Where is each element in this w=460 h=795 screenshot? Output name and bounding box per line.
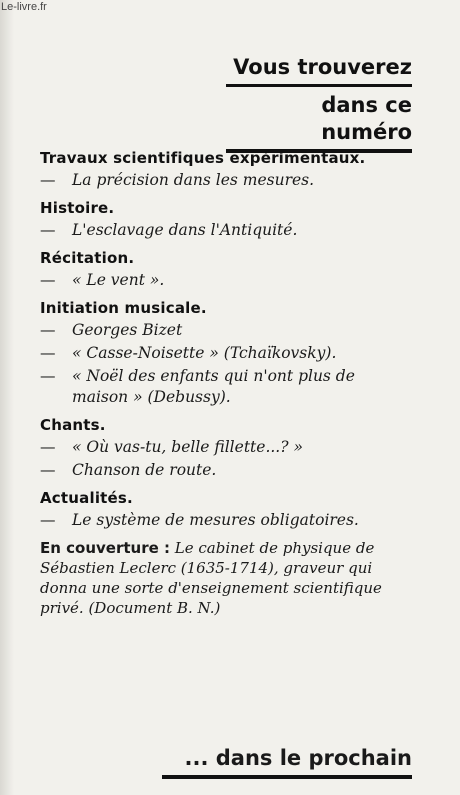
- section-travaux: [40, 148, 415, 191]
- cover-note: [40, 538, 415, 618]
- list-item: — « Le vent ».: [40, 271, 165, 289]
- header-line-1: Vous trouverez: [233, 55, 412, 79]
- section-initiation-musicale: [40, 298, 415, 408]
- section-heading: Actualités.: [40, 489, 133, 507]
- section-actualites: [40, 488, 415, 531]
- list-item: — La précision dans les mesures.: [40, 171, 315, 189]
- section-histoire: [40, 198, 415, 241]
- cover-text: Le cabinet de physique de Sébastien Leclerc (1635-1714), graveur qui donna une sorte d'enseignement scientifique privé. (Document B. N.): [40, 539, 382, 617]
- list-item: — « Noël des enfants qui n'ont plus de maison » (Debussy).: [40, 367, 355, 406]
- list-item: — Chanson de route.: [40, 461, 217, 479]
- page-edge-shadow: [0, 0, 14, 795]
- next-issue-title: ... dans le prochain: [184, 746, 412, 770]
- list-item: — « Casse-Noisette » (Tchaïkovsky).: [40, 344, 337, 362]
- header-line-2: dans ce numéro: [321, 93, 412, 144]
- cover-label: En couverture :: [40, 539, 171, 557]
- list-item: — L'esclavage dans l'Antiquité.: [40, 221, 298, 239]
- list-item: — Le système de mesures obligatoires.: [40, 511, 359, 529]
- section-heading: Histoire.: [40, 199, 115, 217]
- section-heading: Chants.: [40, 416, 106, 434]
- header-rule-1: [226, 84, 412, 87]
- section-heading: Initiation musicale.: [40, 299, 207, 317]
- section-chants: [40, 415, 415, 481]
- header-block: [226, 54, 412, 158]
- section-heading: Travaux scientifiques expérimentaux.: [40, 149, 366, 167]
- watermark: Le-livre.fr: [1, 1, 47, 13]
- contents-list: [40, 148, 415, 618]
- list-item: — « Où vas-tu, belle fillette...? »: [40, 438, 303, 456]
- section-heading: Récitation.: [40, 249, 135, 267]
- next-issue-block: [162, 744, 412, 784]
- list-item: — Georges Bizet: [40, 321, 183, 339]
- section-recitation: [40, 248, 415, 291]
- next-issue-rule: [162, 775, 412, 779]
